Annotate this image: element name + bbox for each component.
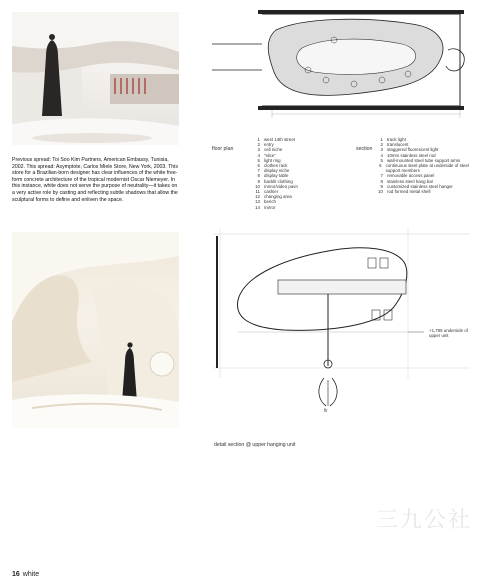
floor-plan-legend-item-label: “slice” (264, 152, 276, 158)
upper-unit-dimension-note (429, 328, 477, 338)
floor-plan-legend-item-label: display table (264, 173, 289, 179)
floor-plan-title: floor plan (212, 146, 234, 152)
floor-plan-legend (254, 137, 298, 210)
section-legend-item-number: 5 (380, 157, 383, 163)
floor-plan-legend-item-label: light ring (264, 157, 281, 163)
floor-plan-legend-item-label: backlit clothing (264, 178, 293, 184)
watermark-text: 三九公社 (375, 508, 472, 533)
section-legend-item-label: translucent (387, 142, 409, 148)
section-legend-item-label: rod formed metal shell (387, 189, 431, 195)
floor-plan-legend-item-number: 12 (255, 194, 260, 200)
floor-plan-legend-item-label: west 14th street (264, 137, 295, 142)
floor-plan-legend-item-number: 13 (255, 199, 260, 205)
floor-plan-legend-item-number: 2 (257, 142, 260, 148)
floor-plan-legend-item-label: mirror (264, 204, 276, 210)
publisher-watermark (376, 503, 472, 534)
section-legend-item-label: removable access panel (387, 173, 435, 179)
section-name: white (22, 571, 40, 578)
section-legend-item-label: continuous steel plate at underside of steel support members (385, 163, 469, 174)
section-legend (377, 137, 477, 194)
floor-plan-legend-item-number: 5 (257, 157, 260, 163)
floor-plan-legend-item-label: mirror/video pavn (264, 183, 298, 189)
floor-plan-legend-item (254, 205, 298, 210)
caption-previous: Previous spread: Toi Soo Kim Partners, American Embassy, Tunisia, 2002. This spread: Asymptote, Carlos Miele Store, New York, 2003. (12, 157, 169, 170)
section-label (356, 137, 372, 155)
floor-plan-legend-item-number: 10 (255, 183, 260, 189)
floor-plan-legend-item-number: 11 (255, 189, 260, 195)
section-title: section (356, 146, 373, 152)
store-interior-image-2 (12, 232, 179, 428)
caption-body: This store for a Brazilian-born designer has clear influences of the white free-form concrete architecture of the tropical modernist Oscar Niemeyer. In this instance, white does not serve the purpose of neutrality—it takes on a very active role by casting and reflecting subtle shadows that allow the sculptural forms to define and enliven the space. (12, 163, 178, 203)
section-legend-item-label: track light (387, 137, 406, 142)
dimension-note-text: +1,785 underside of upper unit (429, 328, 468, 339)
section-legend-item-number: 3 (380, 147, 383, 153)
section-legend-item (377, 189, 477, 194)
section-legend-item (377, 163, 477, 173)
detail-caption-text: detail section @ upper hanging unit (214, 442, 296, 448)
page-number: 16 (12, 571, 20, 578)
floor-plan-legend-item-number: 7 (257, 168, 260, 174)
floor-plan-legend-item-number: 9 (257, 178, 260, 184)
section-legend-item-label: staggered fluorescent light (387, 147, 439, 153)
section-legend-item-number: 8 (380, 178, 383, 184)
floor-plan-legend-item-number: 14 (255, 204, 260, 210)
store-photo-top (12, 12, 179, 145)
detail-section-caption (214, 442, 295, 448)
store-photo-bottom (12, 232, 179, 428)
section-legend-item-number: 10 (378, 189, 383, 195)
floor-plan-legend-item-number: 6 (257, 163, 260, 169)
store-interior-image (12, 12, 179, 145)
section-legend-item-number: 7 (380, 173, 383, 179)
floor-plan-legend-item-label: bench (264, 199, 276, 205)
page-footer (12, 571, 39, 578)
photo-caption (12, 157, 180, 203)
floor-plan-legend-item-number: 1 (257, 137, 260, 142)
section-legend-item-label: customized stainless steel hanger (387, 183, 453, 189)
section-legend-item-label: 10mm stainless steel rod (387, 152, 436, 158)
floor-plan-legend-item-number: 3 (257, 147, 260, 153)
floor-plan-legend-item-label: changing area (264, 194, 292, 200)
floor-tag (324, 408, 328, 413)
floor-plan-legend-item-number: 4 (257, 152, 260, 158)
floor-plan-legend-item-label: cashier (264, 189, 279, 195)
floor-plan-legend-item-label: display niche (264, 168, 290, 174)
floor-plan-legend-item-number: 8 (257, 173, 260, 179)
section-legend-item-label: wall-mounted steel tube support arms (387, 157, 461, 163)
section-legend-item-number: 4 (380, 152, 383, 158)
floor-plan-legend-item-label: entry (264, 142, 274, 148)
floor-plan-label (212, 137, 233, 155)
floor-plan-drawing (212, 10, 474, 127)
section-legend-item-label: stainless steel hang bar (387, 178, 434, 184)
section-legend-item-number: 1 (380, 137, 383, 142)
section-legend-item-number: 6 (379, 163, 382, 169)
floor-plan-legend-item-label: cell niche (264, 147, 283, 153)
section-legend-item-number: 2 (380, 142, 383, 148)
floor-plan-legend-item-label: clothes rack (264, 163, 288, 169)
section-legend-item-number: 9 (380, 183, 383, 189)
floor-tag-text: flr (324, 408, 328, 413)
